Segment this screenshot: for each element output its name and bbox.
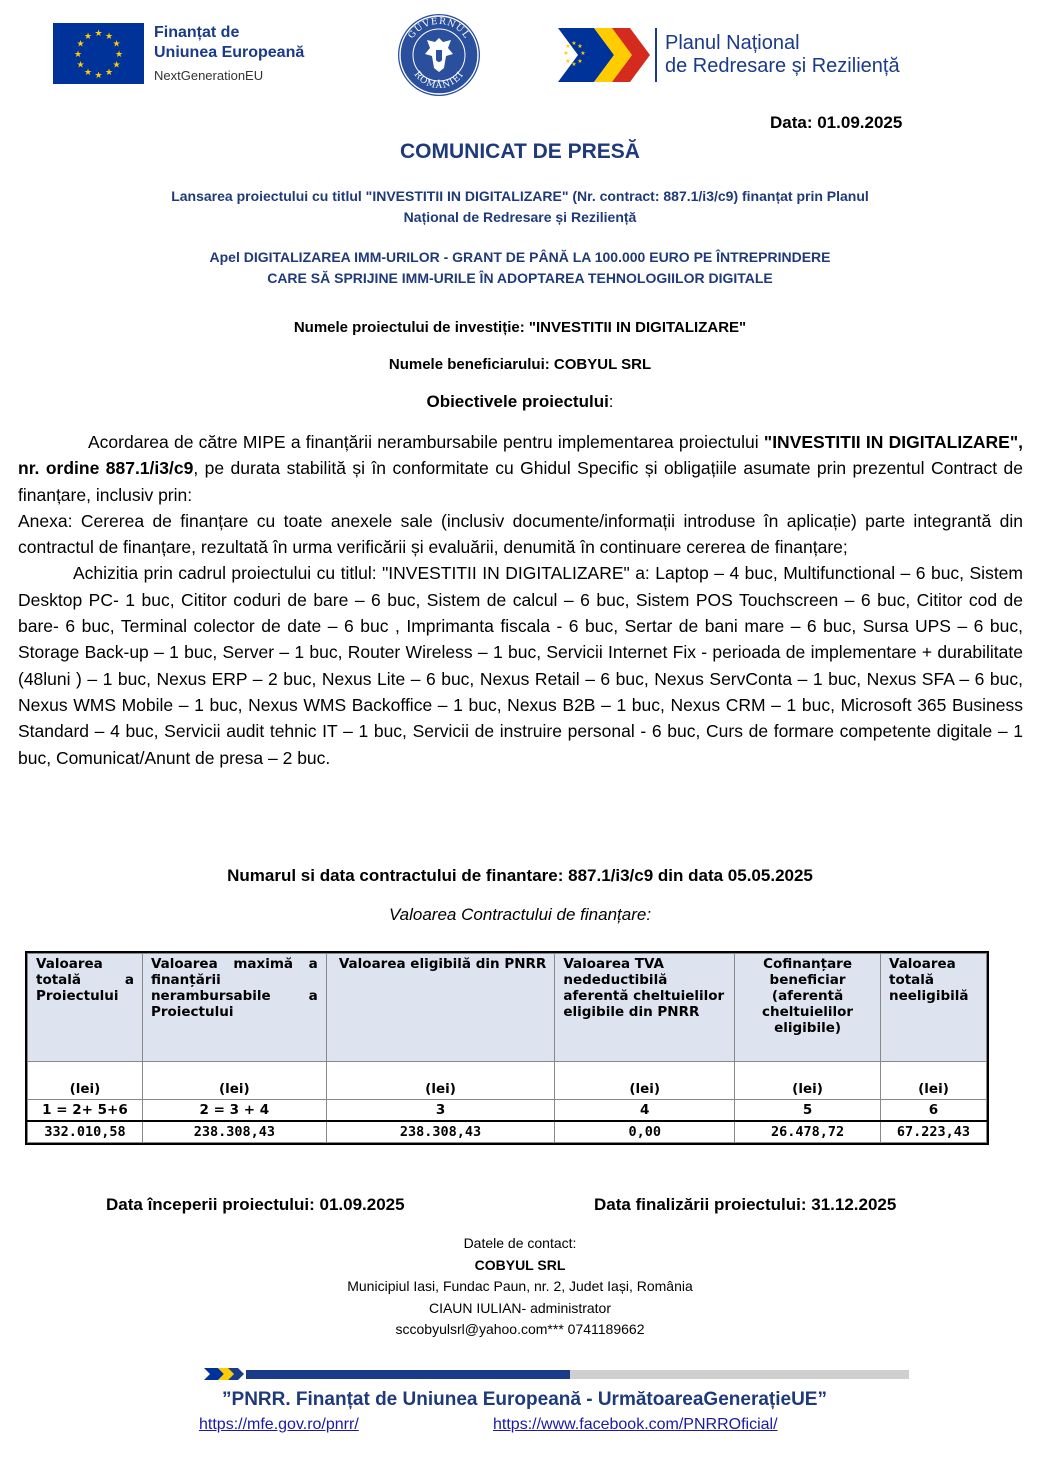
- footer-link-mfe[interactable]: https://mfe.gov.ro/pnrr/: [199, 1416, 359, 1433]
- contact-company: COBYUL SRL: [474, 1256, 566, 1273]
- paragraph-funding-end: , pe durata stabilită și în conformitate cu Ghidul Specific și obligațiile asumate prin prezentul Contract de finanțare, inclusiv prin:: [18, 458, 1023, 505]
- subtitle-line2: Național de Redresare și Reziliență: [403, 209, 637, 225]
- seal-top-text: GUVERNUL: [406, 16, 472, 41]
- header-max-grant: Valoarea maximă a finanțării nerambursabile a Proiectului: [142, 954, 326, 1062]
- footer-bar-grey: [570, 1370, 909, 1379]
- objectives-colon: :: [608, 392, 614, 411]
- formula-cell: 1 = 2+ 5+6: [28, 1100, 143, 1122]
- project-end-date: Data finalizării proiectului: 31.12.2025: [594, 1195, 897, 1214]
- footer-bar: [204, 1368, 909, 1380]
- svg-text:★: ★: [83, 68, 93, 78]
- svg-text:★: ★: [565, 58, 571, 65]
- eu-logo-line3: NextGenerationEU: [154, 68, 264, 83]
- value-eligible-pnrr: 238.308,43: [326, 1121, 555, 1143]
- svg-text:★: ★: [94, 71, 103, 81]
- formula-cell: 5: [735, 1100, 881, 1122]
- subtitle-line4: CARE SĂ SPRIJINE IMM-URILE ÎN ADOPTAREA TEHNOLOGIILOR DIGITALE: [267, 270, 773, 286]
- unit-cell: (lei): [28, 1062, 143, 1100]
- pnrr-logo-line1: Planul Național: [665, 32, 800, 54]
- svg-text:★: ★: [112, 39, 121, 50]
- footer-bar-blue: [246, 1370, 570, 1379]
- pnrr-flag-icon: [558, 28, 654, 82]
- svg-text:★: ★: [580, 50, 586, 57]
- svg-text:★: ★: [112, 60, 121, 71]
- header-eligible-pnrr: Valoarea eligibilă din PNRR: [326, 954, 555, 1062]
- unit-cell: (lei): [142, 1062, 326, 1100]
- paragraph-funding-start: Acordarea de către MIPE a finanțării nerambursabile pentru implementarea proiectului: [88, 432, 764, 452]
- header-non-eligible: Valoarea totală neeligibilă: [880, 954, 986, 1062]
- document-title: COMUNICAT DE PRESĂ: [400, 140, 640, 163]
- value-total: 332.010,58: [28, 1121, 143, 1143]
- unit-cell: (lei): [555, 1062, 735, 1100]
- unit-cell: (lei): [326, 1062, 555, 1100]
- formula-cell: 3: [326, 1100, 555, 1122]
- svg-text:★: ★: [104, 68, 114, 78]
- unit-cell: (lei): [735, 1062, 881, 1100]
- table-units-row: [28, 1062, 987, 1100]
- formula-cell: 6: [880, 1100, 986, 1122]
- header-total-value: Valoarea totală a Proiectului: [28, 954, 143, 1062]
- government-seal-icon: [396, 12, 482, 98]
- subtitle-line1: Lansarea proiectului cu titlul "INVESTITII IN DIGITALIZARE" (Nr. contract: 887.1/i3/c9) finanțat prin Planul: [171, 188, 869, 204]
- eu-logo: [53, 22, 333, 86]
- paragraph-funding: [18, 429, 1023, 508]
- svg-text:★: ★: [114, 50, 124, 60]
- svg-text:★: ★: [563, 50, 569, 57]
- eu-flag-icon: [53, 23, 144, 84]
- svg-text:★: ★: [104, 32, 114, 42]
- paragraph-acquisition: Achizitia prin cadrul proiectului cu titlul: "INVESTITII IN DIGITALIZARE" a: Laptop – 4 buc, Multifunctional – 6 buc, Sistem Desktop PC- 1 buc, Cititor coduri de bare – 6 buc, Sistem de calcul – 6 buc, Sistem POS Touchscreen – 6 buc, Cititor cod de bare- 6 buc, Terminal colector de date – 6 buc , Imprimanta fiscala - 6 buc, Sertar de bani mare – 6 buc, Sursa UPS – 6 buc, Storage Back-up – 1 buc, Server – 1 buc, Router Wireless – 1 buc, Servicii Internet Fix - perioada de implementare + durabilitate (48luni ) – 1 buc, Nexus ERP – 2 buc, Nexus Lite – 6 buc, Nexus Retail – 6 buc, Nexus ServConta – 1 buc, Nexus SFA – 6 buc, Nexus WMS Mobile – 1 buc, Nexus WMS Backoffice – 1 buc, Nexus B2B – 1 buc, Nexus CRM – 1 buc, Microsoft 365 Business Standard – 4 buc, Servicii audit tehnic IT – 1 buc, Servicii de instruire personal - 6 buc, Curs de formare competente digitale – 1 buc, Comunicat/Anunt de presa – 2 buc.: [18, 563, 1023, 768]
- formula-cell: 4: [555, 1100, 735, 1122]
- svg-text:★: ★: [94, 29, 103, 39]
- value-vat: 0,00: [555, 1121, 735, 1143]
- objectives-heading: [0, 392, 1040, 412]
- formula-cell: 2 = 3 + 4: [142, 1100, 326, 1122]
- unit-cell: (lei): [880, 1062, 986, 1100]
- contact-email-phone: sccobyulsrl@yahoo.com*** 0741189662: [395, 1321, 645, 1337]
- contact-label: Datele de contact:: [463, 1235, 577, 1251]
- contact-address: Municipiul Iasi, Fundac Paun, nr. 2, Judet Iași, România: [347, 1278, 693, 1294]
- project-start-date: Data începerii proiectului: 01.09.2025: [106, 1195, 405, 1214]
- svg-text:★: ★: [577, 58, 583, 65]
- subtitle-line3: Apel DIGITALIZAREA IMM-URILOR - GRANT DE PÂNĂ LA 100.000 EURO PE ÎNTREPRINDERE: [209, 249, 831, 265]
- svg-text:★: ★: [571, 61, 577, 68]
- value-cofinancing: 26.478,72: [735, 1121, 881, 1143]
- table-values-row: [28, 1121, 987, 1143]
- svg-text:★: ★: [76, 39, 85, 50]
- footer-slogan: ”PNRR. Finanțat de Uniunea Europeană - UrmătoareaGenerațieUE”: [222, 1389, 827, 1410]
- eu-logo-line2: Uniunea Europeană: [154, 44, 305, 61]
- pnrr-divider: [655, 28, 657, 82]
- footer-arrow-icon: [204, 1368, 248, 1380]
- footer-link-facebook[interactable]: https://www.facebook.com/PNRROficial/: [493, 1416, 778, 1433]
- financing-table: [27, 953, 987, 1143]
- contact-person: CIAUN IULIAN- administrator: [428, 1299, 612, 1316]
- financing-table-wrapper: [25, 951, 989, 1145]
- body-text: [18, 429, 1023, 771]
- contract-number-line: Numarul si data contractului de finantare: 887.1/i3/c9 din data 05.05.2025: [227, 866, 813, 885]
- svg-text:★: ★: [76, 60, 85, 71]
- pnrr-logo: [558, 28, 938, 86]
- objectives-label: Obiectivele proiectului: [426, 392, 609, 411]
- svg-text:★: ★: [73, 50, 83, 60]
- project-name: Numele proiectului de investiție: "INVESTITII IN DIGITALIZARE": [293, 319, 747, 336]
- contact-block: [0, 1233, 1040, 1341]
- contract-value-label: Valoarea Contractului de finanțare:: [388, 905, 652, 924]
- government-seal: [396, 12, 482, 98]
- svg-text:★: ★: [571, 40, 577, 47]
- table-header-row: [28, 954, 987, 1062]
- paragraph-annex: Anexa: Cererea de finanțare cu toate anexele sale (inclusiv documente/informații introduse în aplicație) parte integrantă din contractul de finanțare, rezultată în urma verificării și evaluării, denumită în continuare cererea de finanțare;: [18, 510, 1023, 558]
- value-max-grant: 238.308,43: [142, 1121, 326, 1143]
- svg-text:★: ★: [565, 43, 571, 50]
- eu-logo-line1: Finanțat de: [154, 24, 240, 41]
- pnrr-logo-line2: de Redresare și Reziliență: [665, 55, 900, 77]
- beneficiary-name: Numele beneficiarului: COBYUL SRL: [388, 356, 652, 373]
- svg-text:★: ★: [577, 43, 583, 50]
- paragraph-funding-bold: "INVESTITII IN DIGITALIZARE", nr. ordine 887.1/i3/c9: [18, 432, 1023, 479]
- seal-bottom-text: ROMÂNIEI: [411, 69, 467, 92]
- header-vat: Valoarea TVA nedeductibilă aferentă cheltuielilor eligibile din PNRR: [555, 954, 735, 1062]
- value-non-eligible: 67.223,43: [880, 1121, 986, 1143]
- header-cofinancing: Cofinanțare beneficiar (aferentă cheltuielilor eligibile): [735, 954, 881, 1062]
- svg-text:★: ★: [83, 32, 93, 42]
- table-formula-row: [28, 1100, 987, 1122]
- document-date: Data: 01.09.2025: [770, 113, 903, 132]
